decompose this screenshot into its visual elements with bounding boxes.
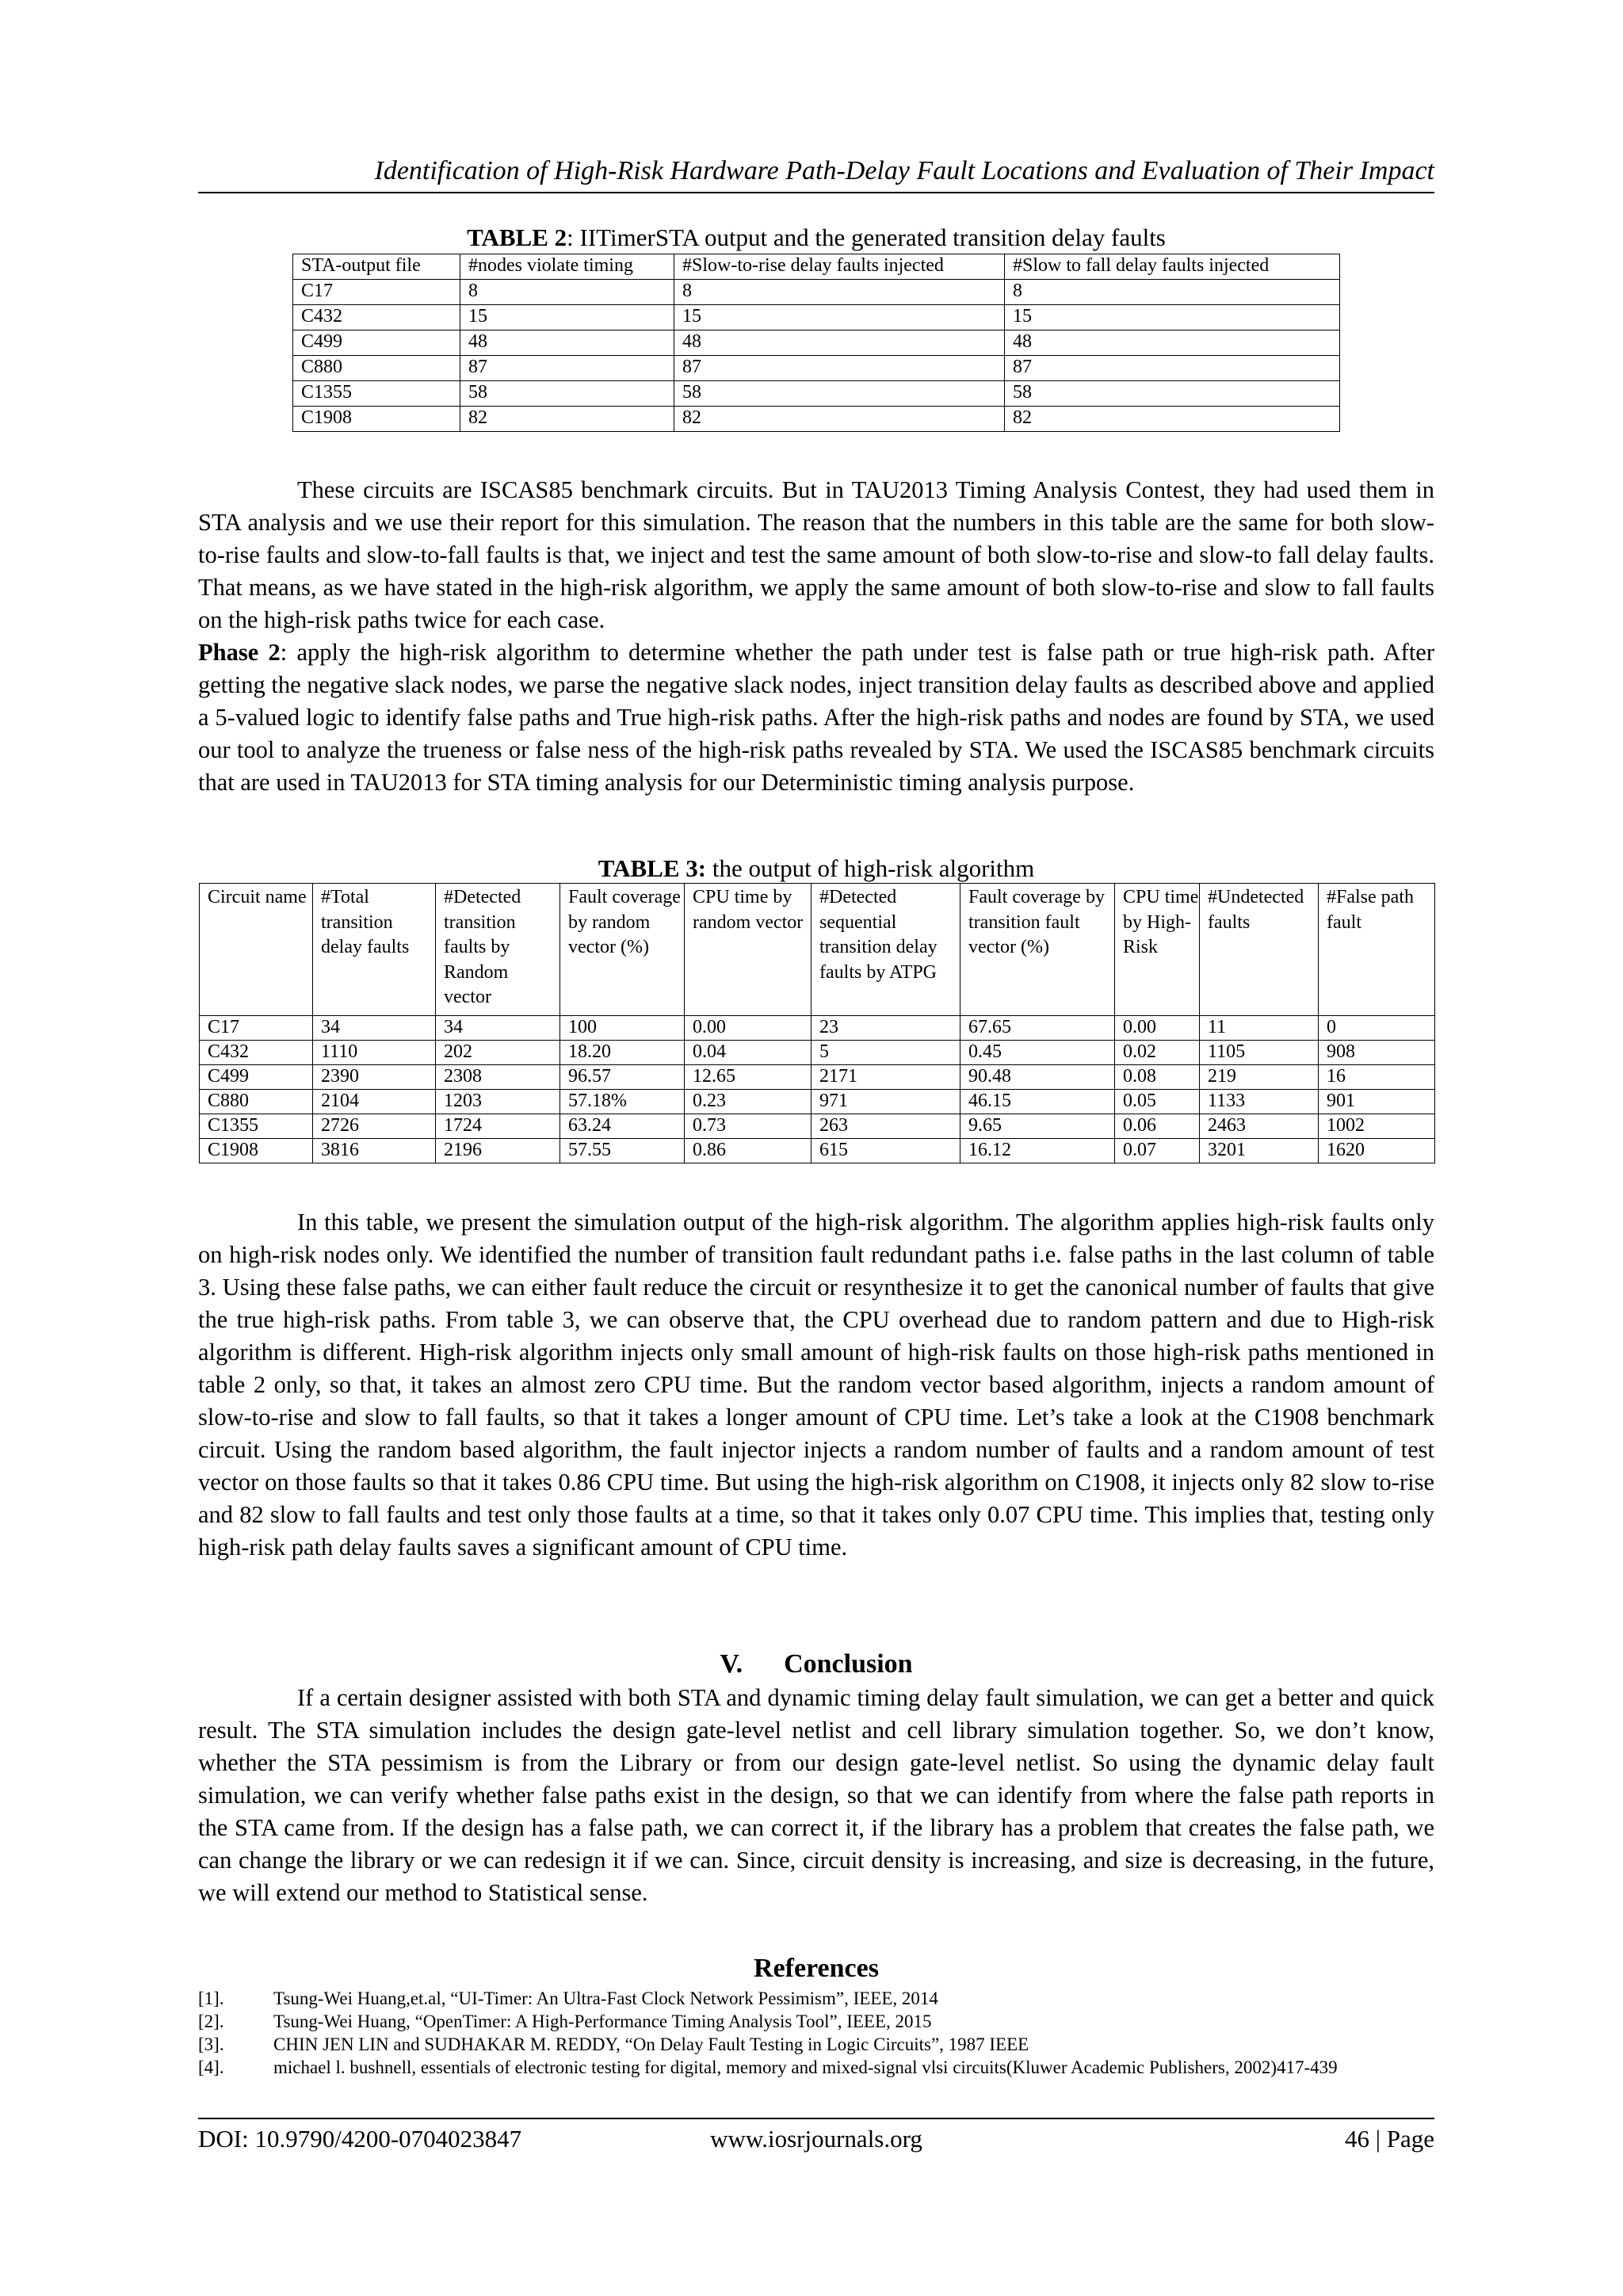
- reference-text: CHIN JEN LIN and SUDHAKAR M. REDDY, “On Delay Fault Testing in Logic Circuits”, 1987 IEEE: [273, 2034, 1029, 2054]
- table-cell: 58: [674, 381, 1005, 407]
- section-heading-conclusion: [198, 1648, 1434, 1680]
- table-cell: 0.73: [685, 1114, 812, 1139]
- table-cell: 90.48: [960, 1065, 1115, 1090]
- table-cell: 87: [674, 356, 1005, 381]
- table-cell: 0.02: [1115, 1041, 1200, 1065]
- table2-caption: [285, 223, 1347, 252]
- table-cell: 48: [1005, 330, 1340, 356]
- table-cell: 2390: [313, 1065, 436, 1090]
- table-cell: C432: [293, 305, 460, 330]
- column-header: #nodes violate timing: [460, 254, 674, 280]
- table-row: [200, 1041, 1435, 1065]
- table-row: [293, 407, 1340, 432]
- table-cell: C1908: [293, 407, 460, 432]
- reference-item: [198, 2033, 1434, 2056]
- table-cell: 100: [560, 1016, 685, 1041]
- table-row: [293, 356, 1340, 381]
- table-cell: 2171: [812, 1065, 960, 1090]
- table-cell: C17: [200, 1016, 313, 1041]
- table-cell: 1110: [313, 1041, 436, 1065]
- table-cell: 82: [1005, 407, 1340, 432]
- column-header: Fault coverage by transition fault vector (%): [960, 884, 1115, 1016]
- table-cell: C880: [200, 1090, 313, 1114]
- table-cell: 0.08: [1115, 1065, 1200, 1090]
- table-row: [200, 1139, 1435, 1163]
- header-row: [293, 254, 1340, 280]
- table-cell: 908: [1319, 1041, 1435, 1065]
- table-cell: 1133: [1200, 1090, 1319, 1114]
- paragraph-discussion: In this table, we present the simulation output of the high-risk algorithm. The algorithm applies high-risk faults only on high-risk nodes only. We identified the number of transition fault redundant paths i.e. false paths in the last column of table 3. Using these false paths, we can either fault reduce the circuit or resynthesize it to get the canonical number of faults that give the true high-risk paths. From table 3, we can observe that, the CPU overhead due to random pattern and due to High-risk algorithm is different. High-risk algorithm injects only small amount of high-risk faults on those high-risk paths mentioned in table 2 only, so that, it takes an almost zero CPU time. But the random vector based algorithm, injects a random amount of slow-to-rise and slow to fall faults, so that it takes a longer amount of CPU time. Let’s take a look at the C1908 benchmark circuit. Using the random based algorithm, the fault injector injects a random number of faults and a random amount of test vector on those faults so that it takes 0.86 CPU time. But using the high-risk algorithm on C1908, it injects only 82 slow to-rise and 82 slow to fall faults and test only those faults at a time, so that it takes only 0.07 CPU time. This implies that, testing only high-risk path delay faults saves a significant amount of CPU time.: [198, 1209, 1434, 1561]
- table-cell: 15: [460, 305, 674, 330]
- table-cell: 48: [674, 330, 1005, 356]
- section-number: V.: [720, 1649, 743, 1679]
- table-cell: 57.18%: [560, 1090, 685, 1114]
- table-cell: 2104: [313, 1090, 436, 1114]
- reference-item: [198, 2056, 1434, 2079]
- table-cell: 1724: [436, 1114, 560, 1139]
- table-cell: C1355: [200, 1114, 313, 1139]
- table-cell: 67.65: [960, 1016, 1115, 1041]
- table-cell: C17: [293, 280, 460, 305]
- table-cell: 87: [1005, 356, 1340, 381]
- table-row: [293, 330, 1340, 356]
- table-cell: 202: [436, 1041, 560, 1065]
- table-row: [200, 1090, 1435, 1114]
- table-cell: 1203: [436, 1090, 560, 1114]
- table-cell: 8: [1005, 280, 1340, 305]
- table-cell: 58: [1005, 381, 1340, 407]
- paragraph-phase2: [198, 636, 1434, 799]
- table3-caption: [444, 854, 1189, 883]
- reference-number: [2].: [198, 2011, 224, 2031]
- column-header: Circuit name: [200, 884, 313, 1016]
- table-cell: 0.86: [685, 1139, 812, 1163]
- table-cell: 63.24: [560, 1114, 685, 1139]
- column-header: #Detected sequential transition delay faults by ATPG: [812, 884, 960, 1016]
- table-cell: 2463: [1200, 1114, 1319, 1139]
- table-cell: C432: [200, 1041, 313, 1065]
- table-cell: 1105: [1200, 1041, 1319, 1065]
- table-cell: 219: [1200, 1065, 1319, 1090]
- table-cell: 0.23: [685, 1090, 812, 1114]
- column-header: #Slow to fall delay faults injected: [1005, 254, 1340, 280]
- table3-caption-text: the output of high-risk algorithm: [706, 854, 1035, 882]
- column-header: CPU time by High-Risk: [1115, 884, 1200, 1016]
- table-cell: 2308: [436, 1065, 560, 1090]
- header-row: [200, 884, 1435, 1016]
- paragraph-benchmark: These circuits are ISCAS85 benchmark circuits. But in TAU2013 Timing Analysis Contest, they had used them in STA analysis and we use their report for this simulation. The reason that the numbers in this table are the same for both slow-to-rise faults and slow-to-fall faults is that, we inject and test the same amount of both slow-to-rise and slow-to fall delay faults. That means, as we have stated in the high-risk algorithm, we apply the same amount of both slow-to-rise and slow to fall faults on the high-risk paths twice for each case.: [198, 476, 1434, 633]
- table-cell: 15: [1005, 305, 1340, 330]
- doi-text: DOI: 10.9790/4200-0704023847: [198, 2125, 522, 2153]
- table-cell: C499: [200, 1065, 313, 1090]
- column-header: STA-output file: [293, 254, 460, 280]
- reference-item: [198, 1987, 1434, 2010]
- column-header: #Slow-to-rise delay faults injected: [674, 254, 1005, 280]
- table-cell: 9.65: [960, 1114, 1115, 1139]
- reference-text: michael l. bushnell, essentials of electronic testing for digital, memory and mixed-signal vlsi circuits(Kluwer Academic Publishers, 2002)417-439: [273, 2057, 1338, 2077]
- page-number: 46 | Page: [1345, 2125, 1434, 2153]
- table3: [199, 883, 1435, 1163]
- phase2-text: : apply the high-risk algorithm to determine whether the path under test is false path or true high-risk path. After getting the negative slack nodes, we parse the negative slack nodes, inject transition delay faults as described above and applied a 5-valued logic to identify false paths and True high-risk paths. After the high-risk paths and nodes are found by STA, we used our tool to analyze the trueness or false ness of the high-risk paths revealed by STA. We used the ISCAS85 benchmark circuits that are used in TAU2013 for STA timing analysis for our Deterministic timing analysis purpose.: [198, 639, 1435, 796]
- table-cell: 82: [460, 407, 674, 432]
- table2: [292, 254, 1340, 432]
- table-cell: 0.00: [1115, 1016, 1200, 1041]
- table-cell: 18.20: [560, 1041, 685, 1065]
- running-title: Identification of High-Risk Hardware Path-Delay Fault Locations and Evaluation of Their Impact: [374, 156, 1434, 185]
- reference-item: [198, 2010, 1434, 2033]
- table-cell: 34: [436, 1016, 560, 1041]
- column-header: #Detected transition faults by Random vector: [436, 884, 560, 1016]
- table-cell: C499: [293, 330, 460, 356]
- footer-rule: [198, 2118, 1434, 2119]
- table-cell: 48: [460, 330, 674, 356]
- table3-label: TABLE 3:: [598, 854, 707, 882]
- table-cell: 15: [674, 305, 1005, 330]
- table-cell: 16: [1319, 1065, 1435, 1090]
- table-cell: 58: [460, 381, 674, 407]
- table-cell: 0.04: [685, 1041, 812, 1065]
- table-cell: 12.65: [685, 1065, 812, 1090]
- table-row: [200, 1114, 1435, 1139]
- table-cell: 1002: [1319, 1114, 1435, 1139]
- table-row: [200, 1016, 1435, 1041]
- table-cell: 0.06: [1115, 1114, 1200, 1139]
- phase2-label: Phase 2: [198, 639, 281, 666]
- references-heading: References: [754, 1954, 879, 1983]
- table-cell: 96.57: [560, 1065, 685, 1090]
- section-title: Conclusion: [784, 1649, 913, 1679]
- table-row: [200, 1065, 1435, 1090]
- table-cell: 8: [674, 280, 1005, 305]
- reference-number: [4].: [198, 2057, 224, 2077]
- reference-number: [3].: [198, 2034, 224, 2054]
- table-cell: 3201: [1200, 1139, 1319, 1163]
- table-cell: 2726: [313, 1114, 436, 1139]
- header-rule: [198, 192, 1434, 193]
- paragraph-conclusion: If a certain designer assisted with both STA and dynamic timing delay fault simulation, we can get a better and quick result. The STA simulation includes the design gate-level netlist and cell library simulation together. So, we don’t know, whether the STA pessimism is from the Library or from our design gate-level netlist. So using the dynamic delay fault simulation, we can verify whether false paths exist in the design, so that we can identify from where the false path reports in the STA came from. If the design has a false path, we can correct it, if the library has a problem that creates the false path, we can change the library or we can redesign it if we can. Since, circuit density is increasing, and size is decreasing, in the future, we will extend our method to Statistical sense.: [198, 1684, 1434, 1906]
- table-cell: C1355: [293, 381, 460, 407]
- table-cell: 0.05: [1115, 1090, 1200, 1114]
- column-header: #Undetected faults: [1200, 884, 1319, 1016]
- table-row: [293, 381, 1340, 407]
- column-header: #False path fault: [1319, 884, 1435, 1016]
- table-cell: 87: [460, 356, 674, 381]
- table-cell: C1908: [200, 1139, 313, 1163]
- table-cell: 0.07: [1115, 1139, 1200, 1163]
- reference-text: Tsung-Wei Huang,et.al, “UI-Timer: An Ultra-Fast Clock Network Pessimism”, IEEE, 2014: [273, 1988, 938, 2008]
- table-cell: 0.45: [960, 1041, 1115, 1065]
- table-cell: 3816: [313, 1139, 436, 1163]
- table-cell: 46.15: [960, 1090, 1115, 1114]
- table-cell: 57.55: [560, 1139, 685, 1163]
- journal-site: www.iosrjournals.org: [710, 2125, 922, 2153]
- table-cell: C880: [293, 356, 460, 381]
- table-cell: 16.12: [960, 1139, 1115, 1163]
- table-cell: 5: [812, 1041, 960, 1065]
- table-cell: 0.00: [685, 1016, 812, 1041]
- table-cell: 0: [1319, 1016, 1435, 1041]
- reference-text: Tsung-Wei Huang, “OpenTimer: A High-Performance Timing Analysis Tool”, IEEE, 2015: [273, 2011, 932, 2031]
- table-row: [293, 280, 1340, 305]
- column-header: CPU time by random vector: [685, 884, 812, 1016]
- table-cell: 23: [812, 1016, 960, 1041]
- table-cell: 82: [674, 407, 1005, 432]
- table-cell: 901: [1319, 1090, 1435, 1114]
- reference-list: [198, 1987, 1434, 2079]
- column-header: Fault coverage by random vector (%): [560, 884, 685, 1016]
- table2-caption-text: : IITimerSTA output and the generated transition delay faults: [567, 223, 1166, 251]
- table-cell: 1620: [1319, 1139, 1435, 1163]
- table-cell: 2196: [436, 1139, 560, 1163]
- table-cell: 615: [812, 1139, 960, 1163]
- table2-label: TABLE 2: [467, 223, 567, 251]
- table-cell: 971: [812, 1090, 960, 1114]
- table-cell: 263: [812, 1114, 960, 1139]
- table-cell: 34: [313, 1016, 436, 1041]
- table-cell: 8: [460, 280, 674, 305]
- column-header: #Total transition delay faults: [313, 884, 436, 1016]
- table-cell: 11: [1200, 1016, 1319, 1041]
- table-row: [293, 305, 1340, 330]
- reference-number: [1].: [198, 1988, 224, 2008]
